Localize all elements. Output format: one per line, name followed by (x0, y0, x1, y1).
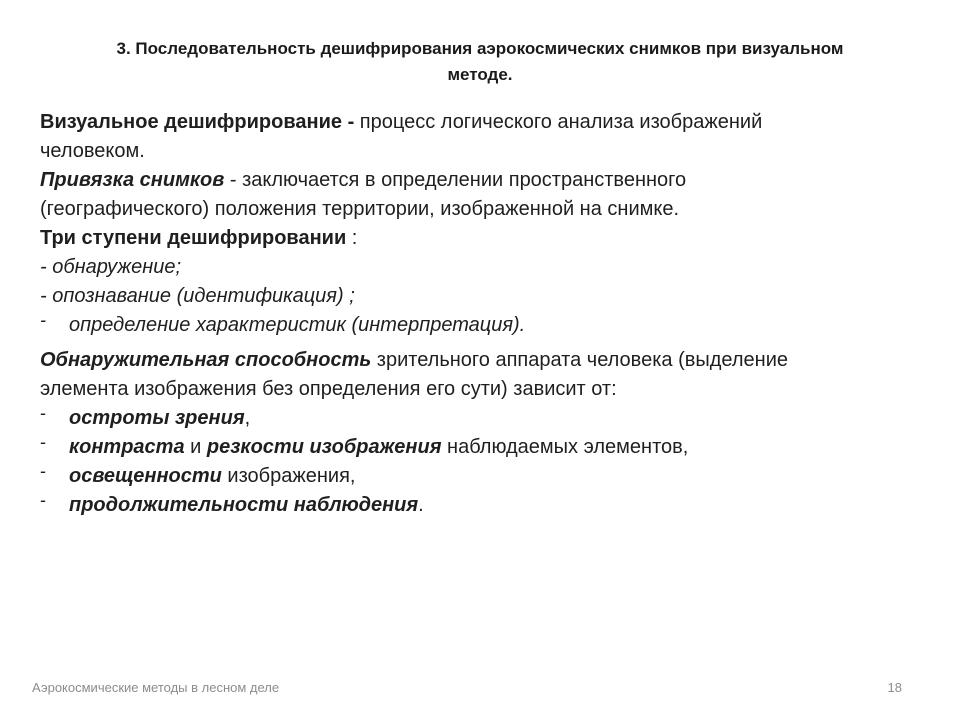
three-stages-heading (40, 224, 920, 253)
stage-item-1: - обнаружение; (40, 256, 182, 278)
term-visual-decoding: Визуальное дешифрирование - (40, 111, 355, 133)
definition-text-2a: - заключается в определении пространственного (224, 169, 687, 191)
term-three-stages: Три ступени дешифрировании (40, 227, 347, 249)
factor-1-emphasis: остроты зрения (69, 407, 245, 429)
factor-2-emphasis-1: контраста (69, 436, 185, 458)
definition-text-1a: процесс логического анализа изображений (354, 111, 763, 133)
bullet-mark: - (40, 490, 46, 510)
detection-text-b: элемента изображения без определения его сути) зависит от: (40, 378, 617, 400)
bullet-mark: - (40, 403, 46, 423)
factor-3-emphasis: освещенности (69, 465, 222, 487)
three-stages-colon: : (346, 227, 358, 249)
stage-item-3-text: определение характеристик (интерпретация). (69, 314, 526, 336)
factor-2-emphasis-2: резкости изображения (206, 436, 442, 458)
detection-text-a: зрительного аппарата человека (выделение (371, 349, 788, 371)
definition-image-binding (40, 166, 920, 224)
stage-item-2: - опознавание (идентификация) ; (40, 285, 355, 307)
definition-text-1b: человеком. (40, 140, 145, 162)
factor-item-3 (40, 462, 920, 491)
factor-4-emphasis: продолжительности наблюдения (69, 494, 419, 516)
footer-page-number: 18 (887, 680, 902, 695)
slide-body (40, 108, 920, 520)
factor-3-tail: изображения, (221, 465, 356, 487)
factor-item-1 (40, 404, 920, 433)
bullet-mark: - (40, 432, 46, 452)
factor-item-4 (40, 491, 920, 520)
factor-2-mid: и (184, 436, 207, 458)
factor-2-tail: наблюдаемых элементов, (441, 436, 689, 458)
footer-course-name: Аэрокосмические методы в лесном деле (32, 680, 280, 695)
factor-4-tail: . (418, 494, 424, 516)
factor-1-tail: , (244, 407, 251, 429)
bullet-mark: - (40, 461, 46, 481)
stage-item-3 (40, 311, 920, 340)
slide-title-line-1: 3. Последовательность дешифрирования аэрокосмических снимков при визуальном (116, 39, 844, 58)
definition-visual-decoding (40, 108, 920, 166)
bullet-mark: - (40, 310, 46, 330)
term-detection-ability: Обнаружительная способность (40, 349, 372, 371)
slide-title (60, 36, 900, 88)
factor-item-2 (40, 433, 920, 462)
term-image-binding: Привязка снимков (40, 169, 225, 191)
definition-text-2b: (географического) положения территории, изображенной на снимке. (40, 198, 680, 220)
detection-ability-paragraph (40, 346, 920, 404)
slide-title-line-2: методе. (447, 65, 513, 84)
